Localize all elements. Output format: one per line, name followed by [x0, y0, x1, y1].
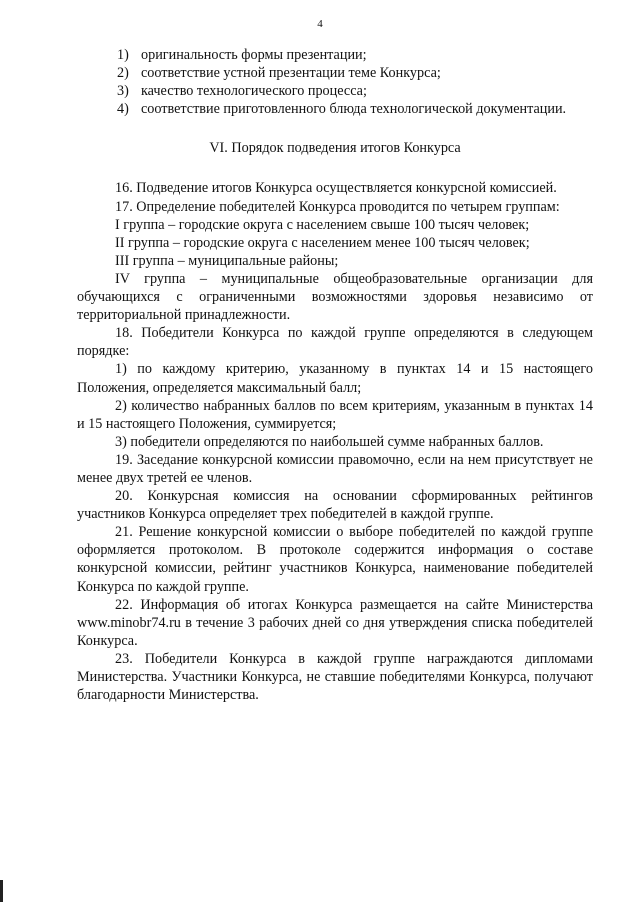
criteria-number: 1)	[117, 47, 129, 63]
step-3: 3) победители определяются по наибольшей сумме набранных баллов.	[115, 433, 544, 450]
criteria-item	[117, 46, 593, 64]
group-2: II группа – городские округа с населением менее 100 тысяч человек;	[115, 234, 530, 251]
criteria-text: качество технологического процесса;	[141, 83, 367, 100]
criteria-list	[77, 46, 593, 118]
paragraph-23: 23. Победители Конкурса в каждой группе награждаются дипломами Министерства. Участники Конкурса, не ставшие победителями Конкурса, получают благодарности Министерства.	[77, 650, 593, 704]
criteria-number: 4)	[117, 101, 129, 118]
scan-edge-mark	[0, 880, 3, 902]
page-number: 4	[317, 18, 323, 30]
paragraph-17: 17. Определение победителей Конкурса проводится по четырем группам:	[115, 198, 560, 215]
paragraph-21: 21. Решение конкурсной комиссии о выборе победителей по каждой группе оформляется протоколом. В протоколе содержится информация о составе конкурсной комиссии, рейтинг участников Конкурса, наименование победителей Конкурса по каждой группе.	[77, 524, 593, 595]
paragraph-20: 20. Конкурсная комиссия на основании сформированных рейтингов участников Конкурса определяет трех победителей в каждой группе.	[77, 488, 593, 523]
step-2: 2) количество набранных баллов по всем критериям, указанным в пунктах 14 и 15 настоящего Положения, суммируется;	[77, 397, 593, 432]
group-4: IV группа – муниципальные общеобразовательные организации для обучающихся с ограниченными возможностями здоровья независимо от территориальной принадлежности.	[77, 270, 593, 324]
paragraph-19: 19. Заседание конкурсной комиссии правомочно, если на нем присутствует не менее двух третей ее членов.	[77, 451, 593, 486]
criteria-item	[117, 64, 593, 82]
criteria-number: 2)	[117, 65, 129, 82]
criteria-item	[117, 82, 593, 100]
criteria-number: 3)	[117, 83, 129, 100]
paragraph-18: 18. Победители Конкурса по каждой группе определяются в следующем порядке:	[77, 325, 593, 360]
document-body	[77, 46, 593, 704]
criteria-text: соответствие устной презентации теме Конкурса;	[141, 65, 441, 82]
criteria-text: соответствие приготовленного блюда технологической документации.	[141, 101, 567, 118]
criteria-item	[117, 100, 593, 118]
criteria-text: оригинальность формы презентации;	[141, 47, 367, 63]
paragraph-22: 22. Информация об итогах Конкурса размещается на сайте Министерства www.minobr74.ru в течение 3 рабочих дней со дня утверждения списка победителей Конкурса.	[77, 596, 593, 649]
section-title: VI. Порядок подведения итогов Конкурса	[209, 140, 461, 157]
group-1: I группа – городские округа с населением свыше 100 тысяч человек;	[115, 216, 530, 233]
group-3: III группа – муниципальные районы;	[115, 252, 339, 269]
paragraph-16: 16. Подведение итогов Конкурса осуществляется конкурсной комиссией.	[115, 180, 557, 197]
step-1: 1) по каждому критерию, указанному в пунктах 14 и 15 настоящего Положения, определяется максимальный балл;	[77, 361, 593, 396]
